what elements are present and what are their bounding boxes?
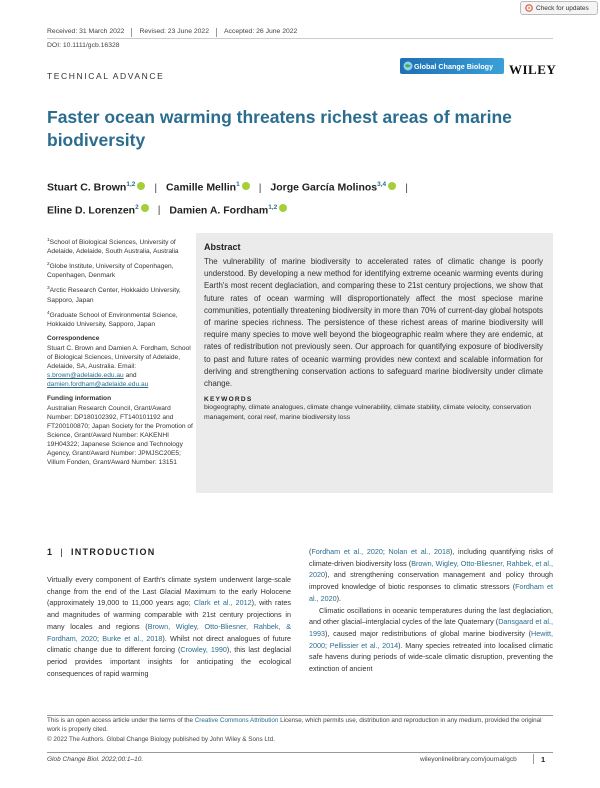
intro-left-column <box>47 574 291 679</box>
license-link[interactable]: Creative Commons Attribution <box>194 717 279 724</box>
revised-date: Revised: 23 June 2022 <box>139 28 209 35</box>
email-link[interactable]: damien.fordham@adelaide.edu.au <box>47 380 149 388</box>
globe-icon <box>403 61 413 71</box>
citation-link[interactable]: Hewitt, 2000 <box>309 628 553 650</box>
author-name[interactable]: Stuart C. Brown <box>47 181 127 194</box>
license-footnote: This is an open access article under the terms of the Creative Commons Attribution License, which permits use, distribution and reproduction in any medium, provided the original work is properly cited. © 2022 The Authors. Global Change Biology published by John Wiley & Sons Ltd. <box>47 716 553 744</box>
funding-heading: Funding information <box>47 394 112 402</box>
publisher-logo[interactable]: WILEY <box>509 62 557 77</box>
paragraph: (Fordham et al., 2020; Nolan et al., 2018), including quantifying risks of climate-driven biodiversity loss (Brown, Wigley, Otto-Bliesner, Rahbek, et al., 2020), and strengthening conservation management and policy through improved knowledge of biotic responses to climatic stressors (Fordham et al., 2020). <box>309 547 554 603</box>
affiliation: $^2$Globe Institute, University of Copenhagen, Copenhagen, Denmark <box>47 262 174 280</box>
keywords-heading: KEYWORDS <box>204 396 253 404</box>
citation-link[interactable]: Brown, Wigley, Otto-Bliesner, Rahbek, et al., 2020 <box>309 558 554 580</box>
abstract-heading: Abstract <box>204 242 241 252</box>
author-name[interactable]: Damien A. Fordham <box>169 204 269 216</box>
article-title: Faster ocean warming threatens richest areas of marine biodiversity <box>47 107 512 150</box>
citation-link[interactable]: Clark et al., 2012 <box>193 598 252 608</box>
journal-website-link[interactable]: wileyonlinelibrary.com/journal/gcb <box>420 756 517 763</box>
journal-logo[interactable] <box>400 58 504 74</box>
accepted-date: Accepted: 26 June 2022 <box>224 28 298 35</box>
citation-link[interactable]: Fordham et al., 2020 <box>311 547 383 556</box>
page-number: 1 <box>541 755 546 764</box>
copyright-line: © 2022 The Authors. Global Change Biology published by John Wiley & Sons Ltd. <box>47 735 275 743</box>
intro-right-column <box>309 546 553 675</box>
affiliations-sidebar <box>47 236 197 471</box>
page-separator <box>533 754 534 764</box>
section-heading: 1 | INTRODUCTION <box>47 547 156 557</box>
author-name[interactable]: Jorge García Molinos <box>270 181 378 194</box>
paragraph: Climatic oscillations in oceanic temperatures during the last deglaciation, and other glacial–interglacial cycles of the late Quaternary (Dansgaard et al., 1993), caused major redistributions of global marine biodiversity (Hewitt, 2000; Pellissier et al., 2014). Many species retreated into localised climatic safe havens during periods of wide-scale climatic disruption, preventing the extinction of ancient <box>309 605 553 674</box>
affiliation: $^1$School of Biological Sciences, University of Adelaide, Adelaide, South Australia, Australia <box>47 238 179 256</box>
abstract-text: The vulnerability of marine biodiversity to accelerated rates of climatic change is poorly understood. By developing a new method for identifying extreme oceanic warming events during Earth's most recent deglaciation, and comparing these to 21st century projections, we show that future rates of ocean warming will disproportionately affect the most speciose marine communities, potentially threatening biodiversity in more than 70% of current-day global hotspots of marine species richness. The persistence of these richest areas of marine biodiversity will require many species to move well beyond the biogeographic realm where they are endemic, at rates of redistribution not previously seen. Our approach for quantifying exposure of biodiversity to past and future rates of oceanic warming provides new context and scalable information for deriving and strengthening conservation actions to safeguard marine biodiversity under climate change. <box>204 257 543 389</box>
abstract-box <box>196 233 553 493</box>
journal-logo-text: Global Change Biology <box>414 61 494 71</box>
orcid-icon[interactable] <box>242 182 250 190</box>
check-for-updates-button[interactable] <box>520 1 598 15</box>
paragraph: Virtually every component of Earth's climate system underwent large-scale change from the end of the Last Glacial Maximum to the early Holocene (approximately 19,000 to 11,000 years ago; Clark et al., 2012), with rates and magnitudes of warming comparable with 21st century projections in many locales and regions (Brown, Wigley, Otto-Bliesner, Rahbek, & Fordham, 2020; Burke et al., 2018). Whilst not direct analogues of future climatic change due to different forcing (Crowley, 1990), this last deglacial period provides important insights for anticipating the ecological consequences of rapid warming <box>47 575 292 678</box>
email-link[interactable]: s.brown@adelaide.edu.au <box>47 371 124 379</box>
orcid-icon[interactable] <box>279 204 287 212</box>
citation-link[interactable]: Brown, Wigley, Otto-Bliesner, Rahbek, & Fordham, 2020 <box>47 621 291 643</box>
footer-divider <box>47 752 553 753</box>
refresh-icon <box>525 4 533 12</box>
author-name[interactable]: Eline D. Lorenzen <box>47 204 136 216</box>
received-date: Received: 31 March 2022 <box>47 28 125 35</box>
keywords-text: biogeography, climate analogues, climate change vulnerability, climate stability, climate velocity, conservation management, coral reef, marine biodiversity loss <box>204 404 532 421</box>
orcid-icon[interactable] <box>141 204 149 212</box>
affiliation: $^4$Graduate School of Environmental Science, Hokkaido University, Sapporo, Japan <box>47 310 178 328</box>
journal-citation: Glob Change Biol. 2022;00:1–10. <box>47 756 144 763</box>
affiliation: $^3$Arctic Research Center, Hokkaido University, Sapporo, Japan <box>47 286 181 304</box>
citation-link[interactable]: Dansgaard et al., 1993 <box>309 617 553 638</box>
article-dates <box>47 28 297 37</box>
header-divider <box>47 38 553 39</box>
author-list: Stuart C. Brown$^{1,2}$ | Camille Mellin$^1$ | Jorge García Molinos$^{3,4}$ | Eline D. Lorenzen$^2$ | Damien A. Fordham$^{1,2}$ <box>47 181 408 216</box>
citation-link[interactable]: Crowley, 1990 <box>180 645 227 655</box>
citation-link[interactable]: Nolan et al., 2018 <box>388 547 450 556</box>
doi-link[interactable]: DOI: 10.1111/gcb.16328 <box>47 42 120 49</box>
orcid-icon[interactable] <box>388 182 396 190</box>
funding-text: Australian Research Council, Grant/Award Number: DP180102392, FT140101192 and FT200100870; Japan Society for the Promotion of Science, Grant/Award Number: KAKENHI 19H04322; Japanese Science and Technology Agency, Grant/Award Number: JPMJSC20E5; Villum Fonden, Grant/Award Number: 13151 <box>47 404 193 466</box>
check-for-updates-label: Check for updates <box>536 4 589 12</box>
citation-link[interactable]: Burke et al., 2018 <box>102 633 163 643</box>
citation-link[interactable]: Fordham et al., 2020 <box>309 582 553 603</box>
author-name[interactable]: Camille Mellin <box>166 181 237 194</box>
citation-link[interactable]: Pellissier et al., 2014 <box>329 640 399 650</box>
correspondence-text: Stuart C. Brown and Damien A. Fordham, School of Biological Sciences, University of Adelaide, Adelaide, SA, Australia. Email: s.brown@adelaide.edu.au and damien.fordham@adelaide.edu.au <box>47 344 191 388</box>
article-type: TECHNICAL ADVANCE <box>47 71 165 81</box>
correspondence-heading: Correspondence <box>47 334 100 342</box>
orcid-icon[interactable] <box>137 182 145 190</box>
